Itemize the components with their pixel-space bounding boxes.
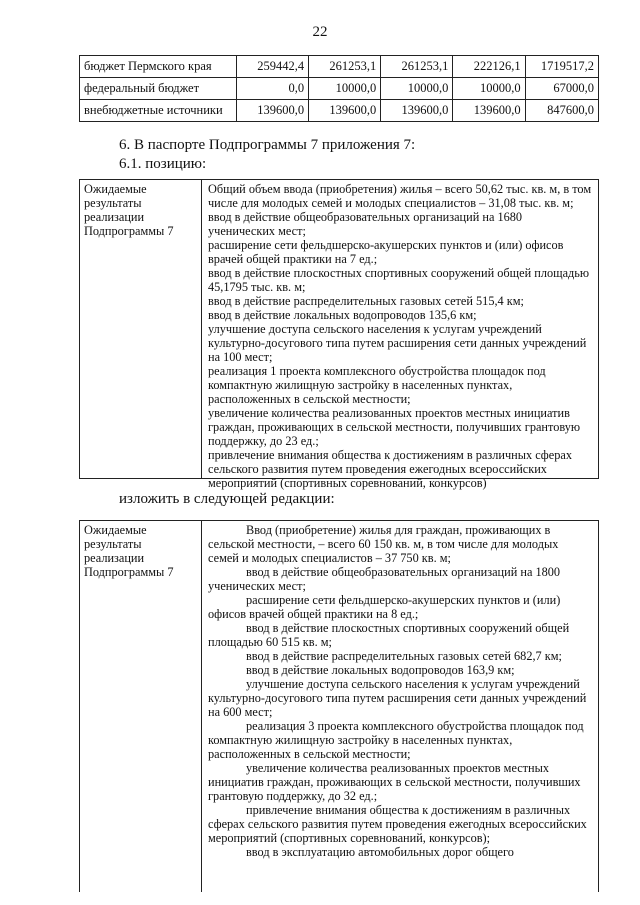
text-line: ввод в действие общеобразовательных организаций на 1680 ученических мест; — [208, 210, 523, 238]
table-cell: 222126,1 — [453, 56, 525, 78]
text-line: ввод в действие локальных водопроводов 163,9 км; — [246, 663, 515, 677]
text-line: ввод в действие плоскостных спортивных сооружений общей площадью 60 515 кв. м; — [208, 621, 570, 649]
table-row — [80, 100, 599, 122]
old-position-table — [79, 179, 599, 490]
new-edition-heading: изложить в следующей редакции: — [119, 491, 335, 507]
text-line: реализация 1 проекта комплексного обустройства площадок под компактную жилищную застройку в населенных пунктах, расположенных в сельской местности; — [208, 364, 546, 406]
text-line: расширение сети фельдшерско-акушерских пунктов и (или) офисов врачей общей практики на 7 ед.; — [208, 238, 564, 266]
table-cell: 261253,1 — [381, 56, 453, 78]
table-cell: 261253,1 — [309, 56, 381, 78]
text-line: привлечение внимания общества к достижениям в различных сферах сельского развития путем проведения ежегодных всероссийских мероприятий (спортивных соревнований, конкурсов) — [208, 448, 572, 490]
text-line: ввод в эксплуатацию автомобильных дорог общего — [246, 845, 514, 859]
table-cell: 67000,0 — [525, 78, 598, 100]
text-line: ввод в действие плоскостных спортивных сооружений общей площадью 45,1795 тыс. кв. м; — [208, 266, 590, 294]
text-line: расширение сети фельдшерско-акушерских пунктов и (или) офисов врачей общей практики на 8 ед.; — [208, 593, 561, 621]
position-label: Ожидаемые результаты реализации Подпрограммы 7 — [80, 521, 202, 892]
table-row — [80, 56, 599, 78]
text-line: улучшение доступа сельского населения к услугам учреждений культурно-досугового типа путем расширения сети данных учреждений на 600 мест; — [208, 677, 587, 719]
budget-table — [79, 55, 599, 122]
text-line: ввод в действие общеобразовательных организаций на 1800 ученических мест; — [208, 565, 561, 593]
table-cell: 10000,0 — [309, 78, 381, 100]
table-cell: 139600,0 — [309, 100, 381, 122]
text-line: реализация 3 проекта комплексного обустройства площадок под компактную жилищную застройку в населенных пунктах, расположенных в сельской местности; — [208, 719, 584, 761]
row-label: внебюджетные источники — [80, 100, 237, 122]
text-line: ввод в действие локальных водопроводов 135,6 км; — [208, 308, 477, 322]
text-line: ввод в действие распределительных газовых сетей 682,7 км; — [246, 649, 562, 663]
position-text — [202, 521, 598, 861]
row-label: федеральный бюджет — [80, 78, 237, 100]
table-cell: 847600,0 — [525, 100, 598, 122]
table-cell: 0,0 — [236, 78, 308, 100]
table-cell: 139600,0 — [236, 100, 308, 122]
text-line: Ввод (приобретение) жилья для граждан, проживающих в сельской местности, – всего 60 150 кв. м, в том числе для молодых семей и молодых специалистов – 37 750 кв. м; — [208, 523, 559, 565]
table-cell: 1719517,2 — [525, 56, 598, 78]
page-number: 22 — [312, 24, 328, 40]
table-row — [80, 78, 599, 100]
new-position-table — [79, 520, 599, 892]
table-cell: 10000,0 — [453, 78, 525, 100]
text-line: улучшение доступа сельского населения к услугам учреждений культурно-досугового типа путем расширения сети данных учреждений на 100 мест; — [208, 322, 587, 364]
position-text — [202, 180, 598, 492]
text-line: привлечение внимания общества к достижениям в различных сферах сельского развития путем проведения ежегодных всероссийских мероприятий (спортивных соревнований, конкурсов); — [208, 803, 587, 845]
table-cell: 139600,0 — [453, 100, 525, 122]
text-line: увеличение количества реализованных проектов местных инициатив граждан, проживающих в сельской местности, получивших грантовую поддержку, до 23 ед.; — [208, 406, 581, 448]
table-cell: 10000,0 — [381, 78, 453, 100]
table-cell: 259442,4 — [236, 56, 308, 78]
text-line: ввод в действие распределительных газовых сетей 515,4 км; — [208, 294, 524, 308]
table-cell: 139600,0 — [381, 100, 453, 122]
text-line: Общий объем ввода (приобретения) жилья – всего 50,62 тыс. кв. м, в том числе для молодых семей и молодых специалистов – 31,08 тыс. кв. м; — [208, 182, 592, 210]
text-line: увеличение количества реализованных проектов местных инициатив граждан, проживающих в сельской местности, получивших грантовую поддержку, до 32 ед.; — [208, 761, 581, 803]
subsection-heading: 6.1. позицию: — [119, 156, 207, 172]
row-label: бюджет Пермского края — [80, 56, 237, 78]
position-label: Ожидаемые результаты реализации Подпрограммы 7 — [80, 180, 202, 478]
section-heading: 6. В паспорте Подпрограммы 7 приложения 7: — [119, 137, 416, 153]
